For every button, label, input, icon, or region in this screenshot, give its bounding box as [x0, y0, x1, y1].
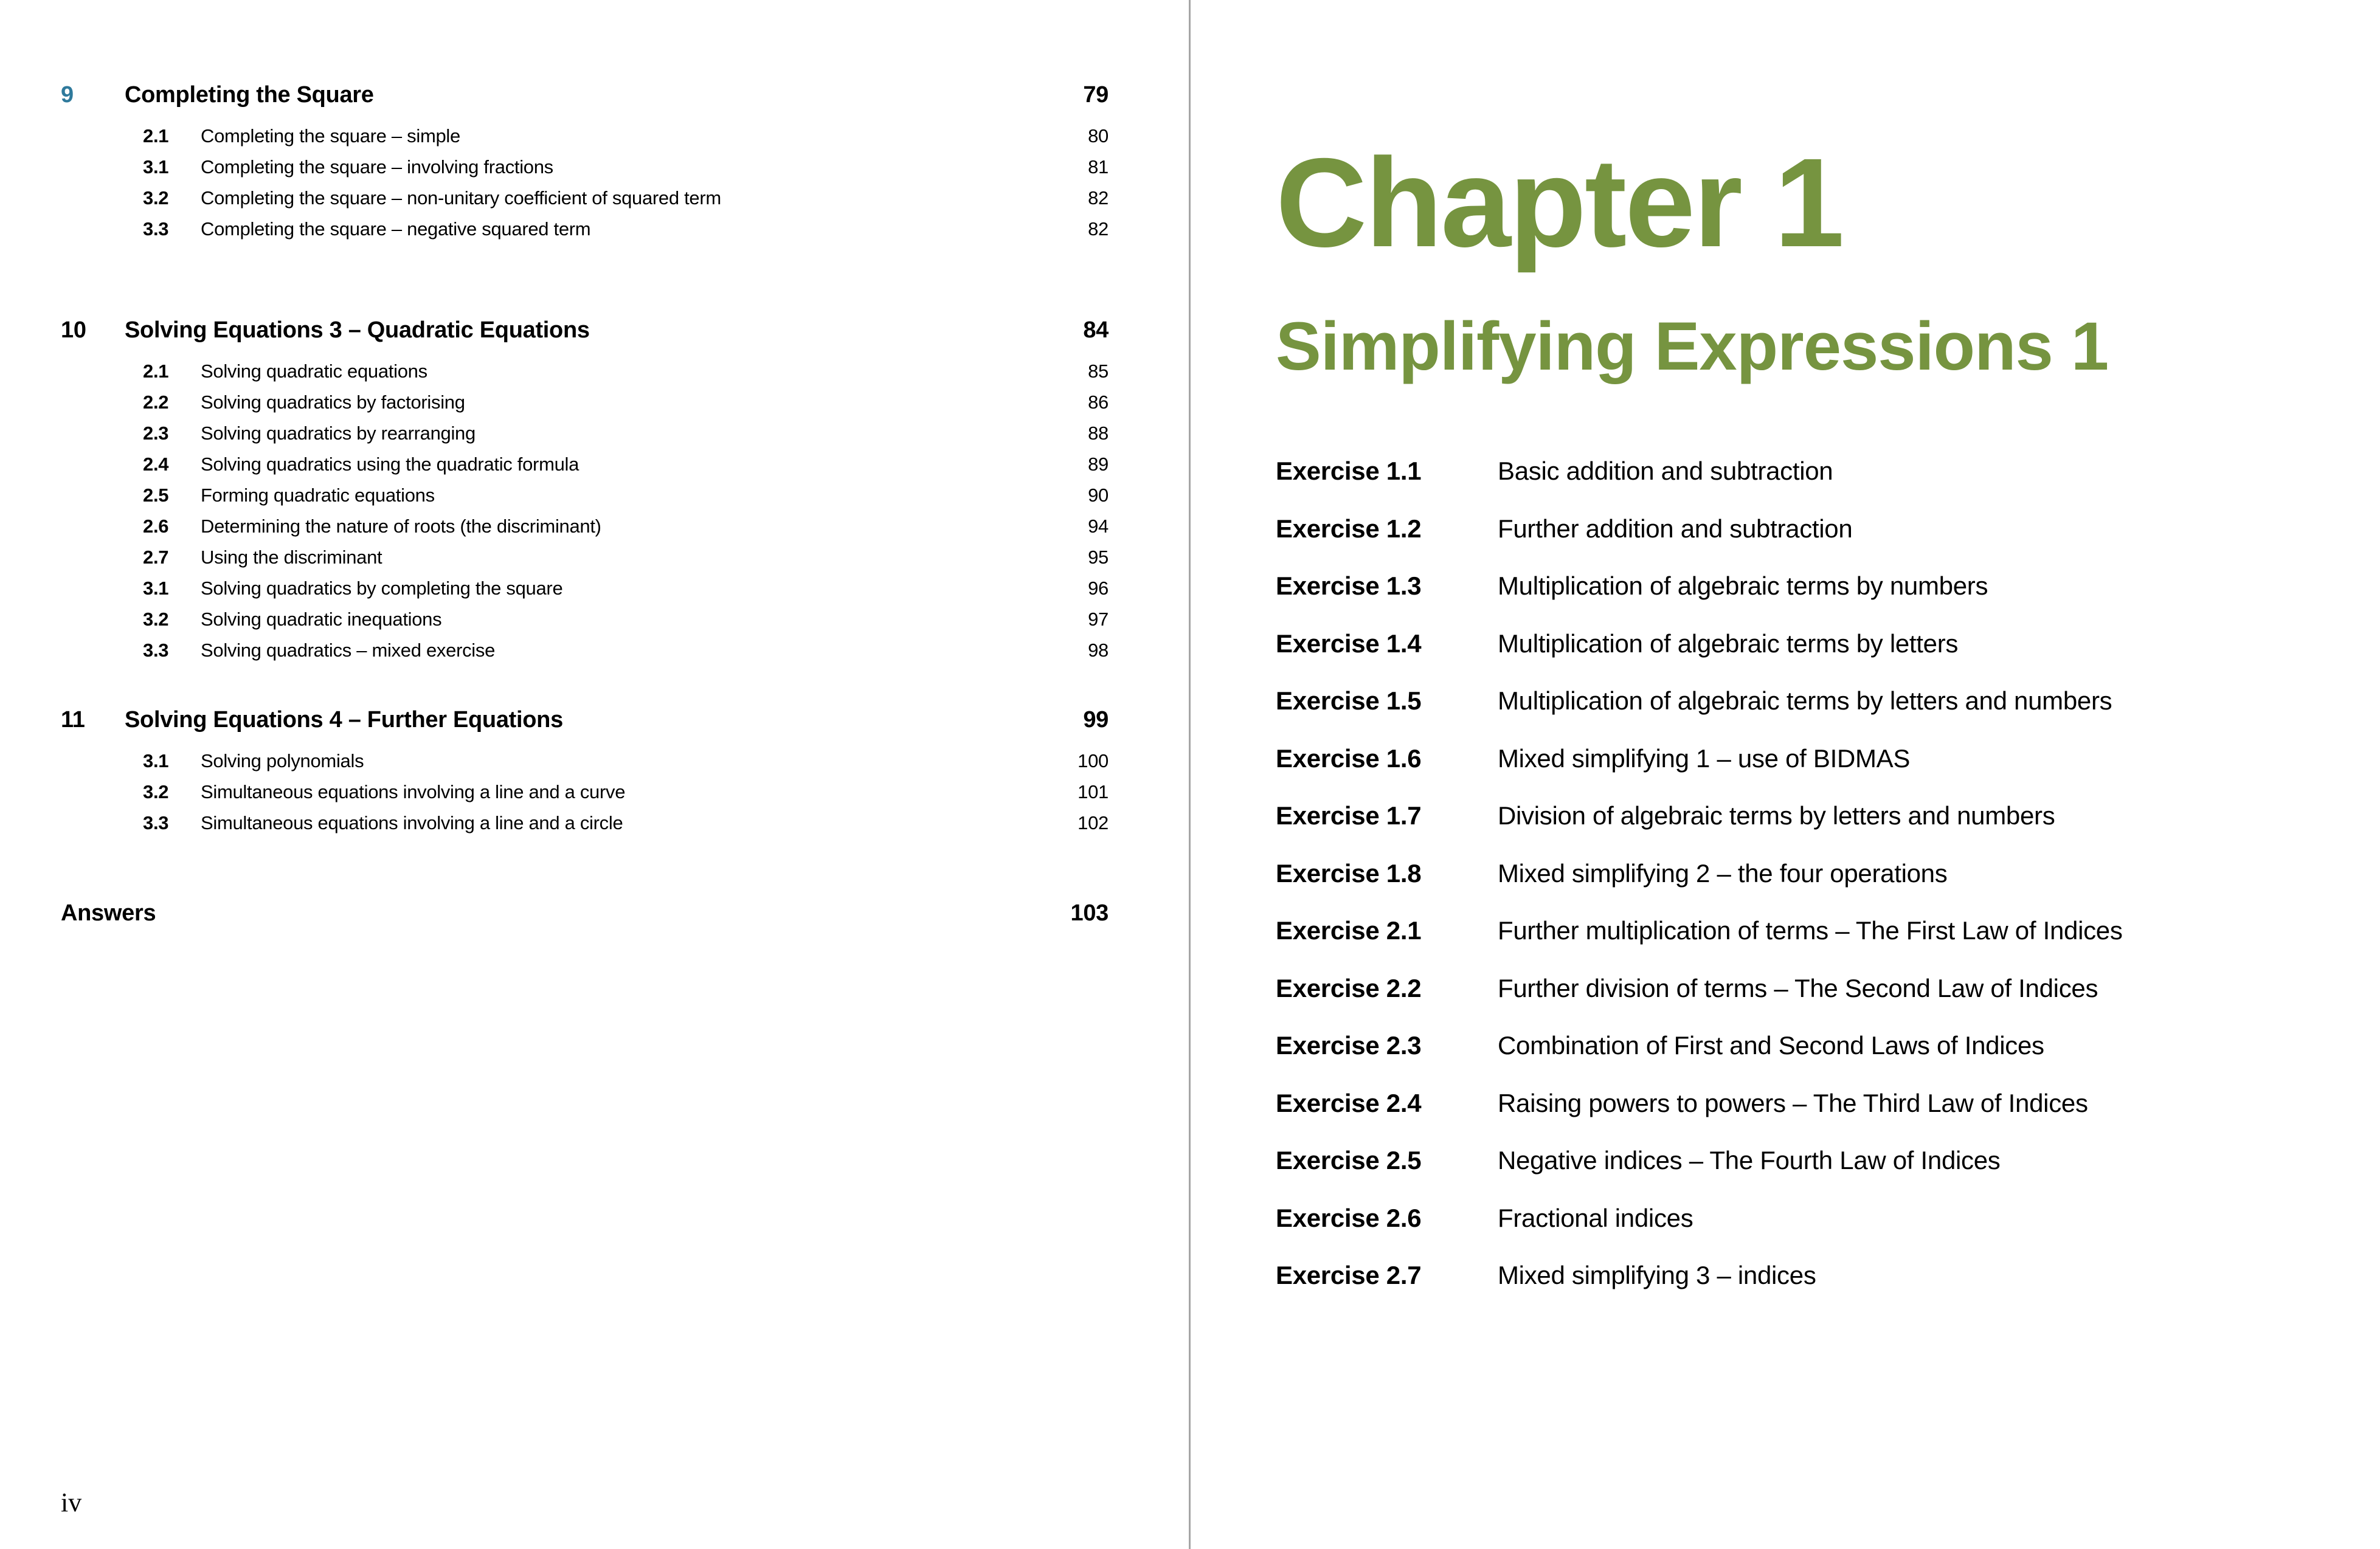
toc-entry-row: [61, 776, 1109, 807]
toc-entry-page-number: 81: [1088, 156, 1109, 178]
exercise-row: [1276, 1247, 2334, 1305]
exercise-row: [1276, 787, 2334, 845]
toc-entry-number: 3.2: [143, 609, 169, 630]
toc-entry-number: 3.1: [143, 578, 169, 599]
exercise-row: [1276, 443, 2334, 500]
toc-entry-title: Completing the square – involving fractions: [201, 156, 553, 178]
toc-entry-page-number: 94: [1088, 516, 1109, 537]
toc-entry-row: [61, 573, 1109, 604]
toc-entry-title: Solving quadratics by factorising: [201, 392, 465, 413]
toc-entry-title: Using the discriminant: [201, 547, 382, 568]
exercise-label: Exercise 1.6: [1276, 743, 1422, 773]
toc-entry-page-number: 97: [1088, 609, 1109, 630]
exercise-row: [1276, 1075, 2334, 1133]
exercise-title: Division of algebraic terms by letters and numbers: [1498, 801, 2055, 830]
toc-chapter-block: [61, 78, 1109, 244]
toc-entry-number: 2.6: [143, 516, 169, 537]
exercise-label: Exercise 2.2: [1276, 973, 1422, 1002]
exercise-label: Exercise 1.8: [1276, 858, 1422, 888]
toc-entry-number: 2.1: [143, 125, 169, 147]
toc-entry-page-number: 80: [1088, 125, 1109, 147]
toc-entry-title: Simultaneous equations involving a line and a circle: [201, 812, 623, 833]
chapter-title: Simplifying Expressions 1: [1276, 308, 2109, 384]
exercise-row: [1276, 845, 2334, 903]
toc-chapter-number: 9: [61, 82, 74, 108]
exercise-list: [1276, 443, 2334, 1305]
toc-entry-title: Completing the square – non-unitary coefficient of squared term: [201, 187, 721, 209]
toc-entry-title: Completing the square – negative squared term: [201, 218, 591, 240]
toc-entry-row: [61, 542, 1109, 573]
toc-entry-page-number: 98: [1088, 640, 1109, 661]
exercise-label: Exercise 2.6: [1276, 1203, 1422, 1232]
toc-chapter-block: [61, 703, 1109, 838]
toc-entry-number: 2.2: [143, 392, 169, 413]
toc-entry-page-number: 100: [1078, 750, 1109, 771]
toc-answers-label: Answers: [61, 900, 156, 926]
toc-entry-row: [61, 418, 1109, 449]
toc-entry-row: [61, 604, 1109, 635]
exercise-title: Mixed simplifying 1 – use of BIDMAS: [1498, 743, 1911, 773]
exercise-label: Exercise 2.4: [1276, 1088, 1422, 1117]
exercise-title: Mixed simplifying 2 – the four operations: [1498, 858, 1948, 888]
exercise-row: [1276, 500, 2334, 558]
exercise-label: Exercise 1.1: [1276, 457, 1422, 486]
toc-entry-page-number: 95: [1088, 547, 1109, 568]
toc-chapter-title: Solving Equations 4 – Further Equations: [125, 707, 563, 733]
toc-entry-row: [61, 511, 1109, 542]
toc-entry-page-number: 102: [1078, 812, 1109, 833]
exercise-title: Basic addition and subtraction: [1498, 457, 1833, 486]
toc-entry-number: 2.1: [143, 361, 169, 382]
exercise-title: Further addition and subtraction: [1498, 514, 1853, 543]
exercise-label: Exercise 1.2: [1276, 514, 1422, 543]
toc-answers-row: [61, 896, 1109, 930]
exercise-label: Exercise 1.5: [1276, 686, 1422, 716]
toc-chapter-title: Solving Equations 3 – Quadratic Equations: [125, 317, 590, 343]
toc-entry-row: [61, 745, 1109, 776]
toc-entry-title: Solving quadratics using the quadratic formula: [201, 454, 579, 475]
toc-entry-title: Solving quadratics by completing the square: [201, 578, 563, 599]
toc-entry-number: 3.1: [143, 156, 169, 178]
toc-chapter-heading: [61, 313, 1109, 347]
toc-chapter-page-number: 84: [1083, 317, 1109, 343]
toc-entry-number: 2.7: [143, 547, 169, 568]
exercise-title: Fractional indices: [1498, 1203, 1693, 1232]
exercise-row: [1276, 672, 2334, 730]
exercise-row: [1276, 1132, 2334, 1190]
toc-entry-page-number: 85: [1088, 361, 1109, 382]
toc-chapter-page-number: 99: [1083, 707, 1109, 733]
exercise-title: Raising powers to powers – The Third Law of Indices: [1498, 1088, 2088, 1117]
toc-entry-number: 3.3: [143, 218, 169, 240]
exercise-label: Exercise 2.1: [1276, 916, 1422, 945]
toc-entry-page-number: 88: [1088, 423, 1109, 444]
exercise-row: [1276, 902, 2334, 960]
exercise-label: Exercise 2.3: [1276, 1031, 1422, 1060]
toc-entry-row: [61, 182, 1109, 213]
exercise-row: [1276, 1190, 2334, 1247]
toc-entry-title: Simultaneous equations involving a line and a curve: [201, 781, 626, 802]
toc-chapter-page-number: 79: [1083, 82, 1109, 108]
toc-entry-number: 2.3: [143, 423, 169, 444]
toc-entry-number: 3.1: [143, 750, 169, 771]
toc-entry-title: Solving quadratic inequations: [201, 609, 442, 630]
toc-entry-row: [61, 213, 1109, 244]
exercise-label: Exercise 2.5: [1276, 1146, 1422, 1175]
exercise-title: Multiplication of algebraic terms by letters: [1498, 629, 1959, 658]
toc-entry-page-number: 90: [1088, 485, 1109, 506]
toc-chapter-number: 10: [61, 317, 86, 343]
toc-entry-number: 3.2: [143, 781, 169, 802]
exercise-row: [1276, 1017, 2334, 1075]
exercise-row: [1276, 615, 2334, 673]
toc-entry-row: [61, 120, 1109, 151]
toc-entry-page-number: 82: [1088, 218, 1109, 240]
exercise-title: Mixed simplifying 3 – indices: [1498, 1261, 1816, 1290]
toc-entry-number: 3.3: [143, 640, 169, 661]
exercise-row: [1276, 960, 2334, 1018]
toc-entry-row: [61, 480, 1109, 511]
exercise-title: Combination of First and Second Laws of Indices: [1498, 1031, 2044, 1060]
toc-entry-page-number: 96: [1088, 578, 1109, 599]
toc-entry-title: Completing the square – simple: [201, 125, 460, 147]
toc-entry-row: [61, 356, 1109, 387]
toc-chapter-heading: [61, 78, 1109, 112]
toc-page: [0, 0, 1189, 1549]
toc-entry-title: Solving quadratic equations: [201, 361, 427, 382]
exercise-row: [1276, 557, 2334, 615]
exercise-title: Multiplication of algebraic terms by numbers: [1498, 571, 1988, 601]
toc-entry-page-number: 86: [1088, 392, 1109, 413]
toc-chapter-block: [61, 313, 1109, 666]
toc-chapter-number: 11: [61, 707, 85, 733]
exercise-label: Exercise 1.7: [1276, 801, 1422, 830]
toc-entry-title: Solving polynomials: [201, 750, 364, 771]
toc-entry-row: [61, 151, 1109, 182]
toc-chapter-title: Completing the Square: [125, 82, 374, 108]
toc-answers-page-number: 103: [1070, 900, 1109, 926]
toc-entry-page-number: 101: [1078, 781, 1109, 802]
toc-entry-number: 3.2: [143, 187, 169, 209]
chapter-opening-page: [1191, 0, 2380, 1549]
toc-entry-title: Solving quadratics by rearranging: [201, 423, 476, 444]
toc-chapter-heading: [61, 703, 1109, 737]
exercise-title: Multiplication of algebraic terms by letters and numbers: [1498, 686, 2112, 716]
exercise-title: Further division of terms – The Second Law of Indices: [1498, 973, 2098, 1002]
exercise-label: Exercise 2.7: [1276, 1261, 1422, 1290]
toc-entry-page-number: 82: [1088, 187, 1109, 209]
exercise-title: Further multiplication of terms – The First Law of Indices: [1498, 916, 2123, 945]
toc-entry-title: Solving quadratics – mixed exercise: [201, 640, 496, 661]
toc-entry-row: [61, 449, 1109, 480]
page-number-footer: iv: [61, 1488, 82, 1517]
toc-entry-title: Forming quadratic equations: [201, 485, 435, 506]
exercise-label: Exercise 1.4: [1276, 629, 1422, 658]
toc-entry-number: 2.4: [143, 454, 169, 475]
toc-entry-title: Determining the nature of roots (the discriminant): [201, 516, 601, 537]
toc-entry-number: 3.3: [143, 812, 169, 833]
toc-entry-row: [61, 635, 1109, 666]
exercise-row: [1276, 730, 2334, 788]
table-of-contents: [61, 78, 1109, 930]
toc-entry-row: [61, 807, 1109, 838]
chapter-kicker: Chapter 1: [1276, 133, 1843, 274]
toc-entry-number: 2.5: [143, 485, 169, 506]
exercise-title: Negative indices – The Fourth Law of Indices: [1498, 1146, 2001, 1175]
exercise-label: Exercise 1.3: [1276, 571, 1422, 601]
toc-entry-page-number: 89: [1088, 454, 1109, 475]
toc-entry-row: [61, 387, 1109, 418]
